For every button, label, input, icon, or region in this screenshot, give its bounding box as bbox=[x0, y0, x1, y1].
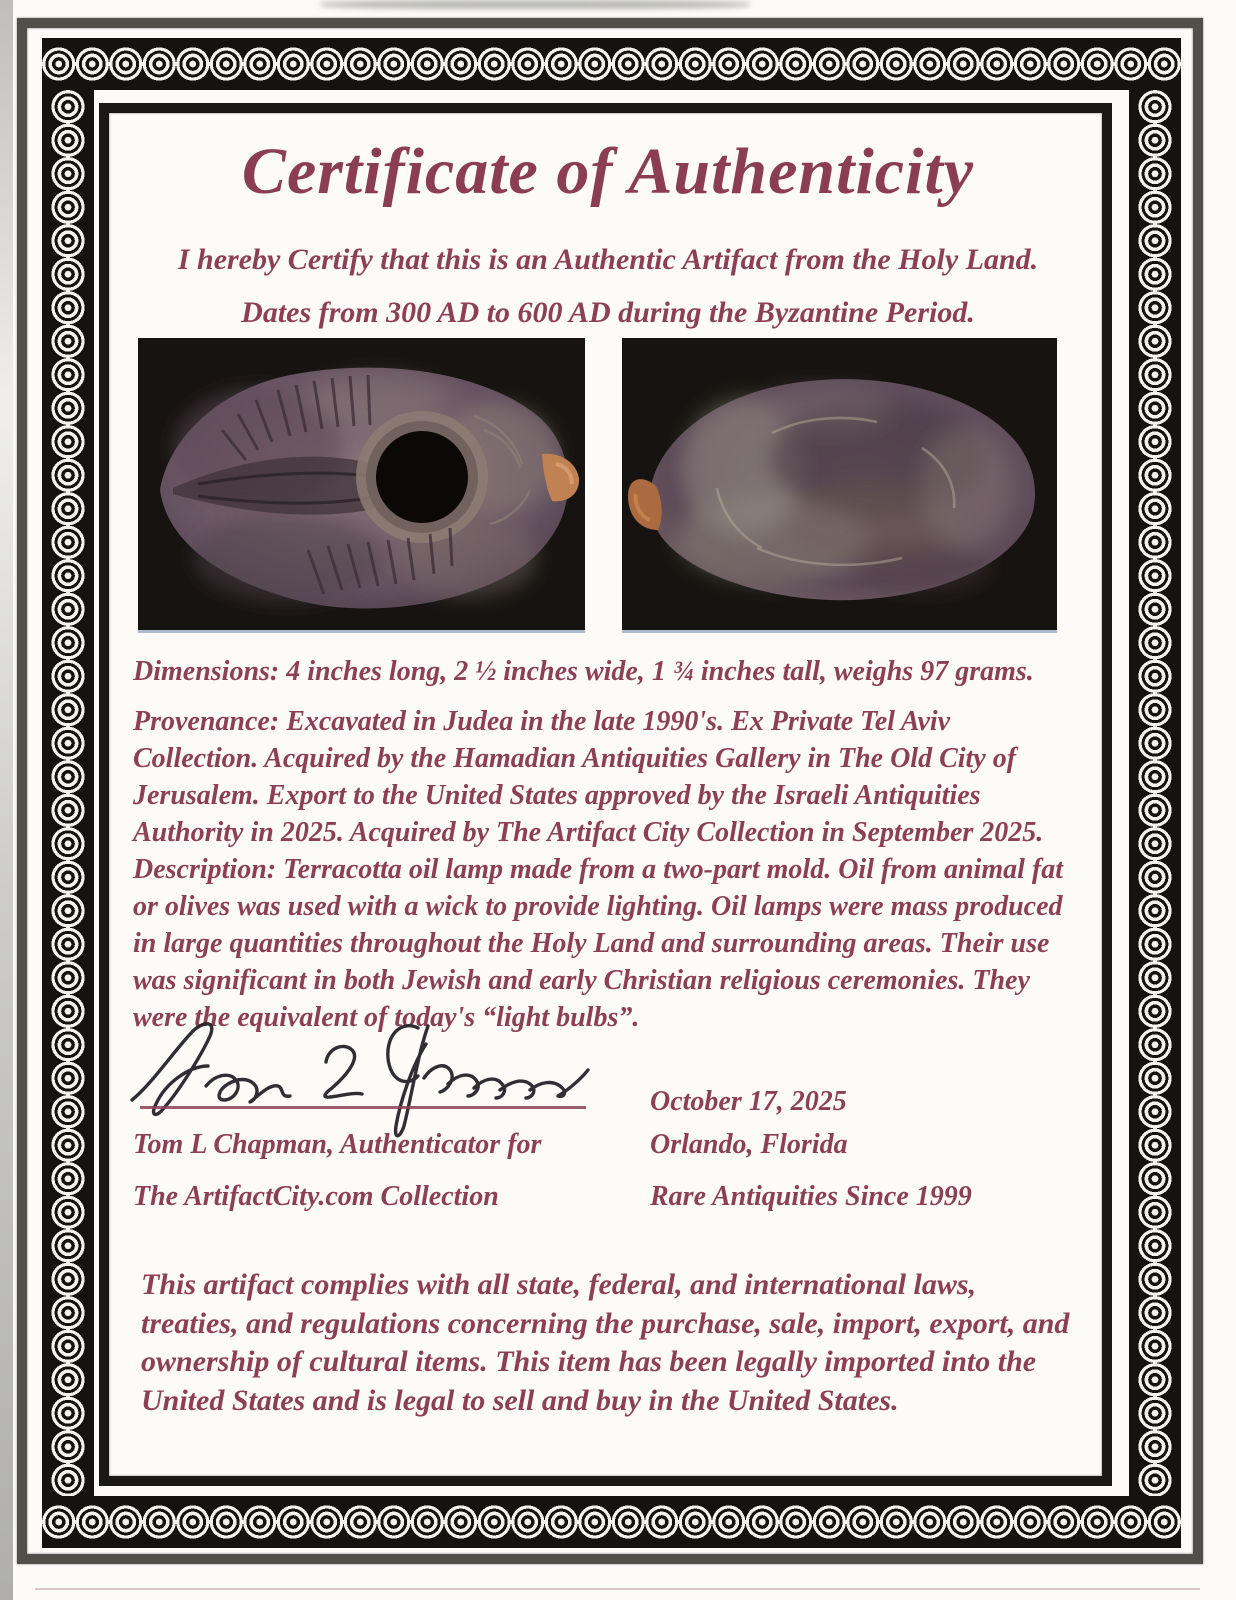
dating-statement: Dates from 300 AD to 600 AD during the Byzantine Period. bbox=[241, 296, 975, 329]
collection-line: The ArtifactCity.com Collection bbox=[133, 1181, 499, 1212]
tagline: Rare Antiquities Since 1999 bbox=[650, 1181, 972, 1212]
signing-location: Orlando, Florida bbox=[650, 1129, 848, 1160]
circle-border-top bbox=[42, 38, 1181, 90]
circle-border-bottom bbox=[42, 1496, 1181, 1548]
handwritten-signature bbox=[118, 1012, 600, 1142]
scan-streak bbox=[0, 0, 13, 1600]
dimensions-label: Dimensions: bbox=[133, 656, 280, 687]
provenance-paragraph bbox=[133, 703, 1061, 851]
provenance-label: Provenance: bbox=[133, 706, 280, 737]
description-label: Description: bbox=[133, 854, 277, 885]
certificate-title: Certificate of Authenticity bbox=[241, 135, 975, 208]
signature-underline bbox=[140, 1106, 586, 1109]
description-paragraph bbox=[133, 851, 1071, 1036]
authenticator-line: Tom L Chapman, Authenticator for bbox=[133, 1129, 542, 1160]
provenance-text: Excavated in Judea in the late 1990's. Ex Private Tel Aviv Collection. Acquired by the Hamadian Antiquities Gallery in The Old City of Jerusalem. Export to the United States approved by the Israeli Antiquities Authority in 2025. Acquired by The Artifact City Collection in September 2025. bbox=[133, 706, 1044, 848]
circle-border-right bbox=[1129, 90, 1181, 1496]
dimensions-paragraph bbox=[133, 653, 1093, 690]
scan-line bbox=[35, 1588, 1200, 1590]
description-text: Terracotta oil lamp made from a two-part mold. Oil from animal fat or olives was used with a wick to provide lighting. Oil lamps were mass produced in large quantities throughout the Holy Land and surrounding areas. Their use was significant in both Jewish and early Christian religious ceremonies. They were the equivalent of today's “light bulbs”. bbox=[133, 854, 1063, 1033]
photo-scan-edge bbox=[622, 630, 1057, 633]
oil-lamp-bottom-view-photo bbox=[622, 338, 1057, 630]
dimensions-text: 4 inches long, 2 ½ inches wide, 1 ¾ inches tall, weighs 97 grams. bbox=[286, 656, 1034, 687]
legal-statement: This artifact complies with all state, federal, and international laws, treaties, and regulations concerning the purchase, sale, import, export, and ownership of cultural items. This item has been legally imported into the United States and is legal to sell and buy in the United States. bbox=[141, 1268, 1070, 1417]
photo-scan-edge bbox=[138, 630, 585, 633]
certify-statement: I hereby Certify that this is an Authentic Artifact from the Holy Land. bbox=[177, 243, 1039, 276]
filling-hole bbox=[376, 431, 468, 523]
oil-lamp-top-view-photo bbox=[138, 338, 585, 630]
circle-border-left bbox=[42, 90, 94, 1496]
signing-date: October 17, 2025 bbox=[650, 1086, 847, 1117]
scan-smudge bbox=[320, 0, 750, 9]
